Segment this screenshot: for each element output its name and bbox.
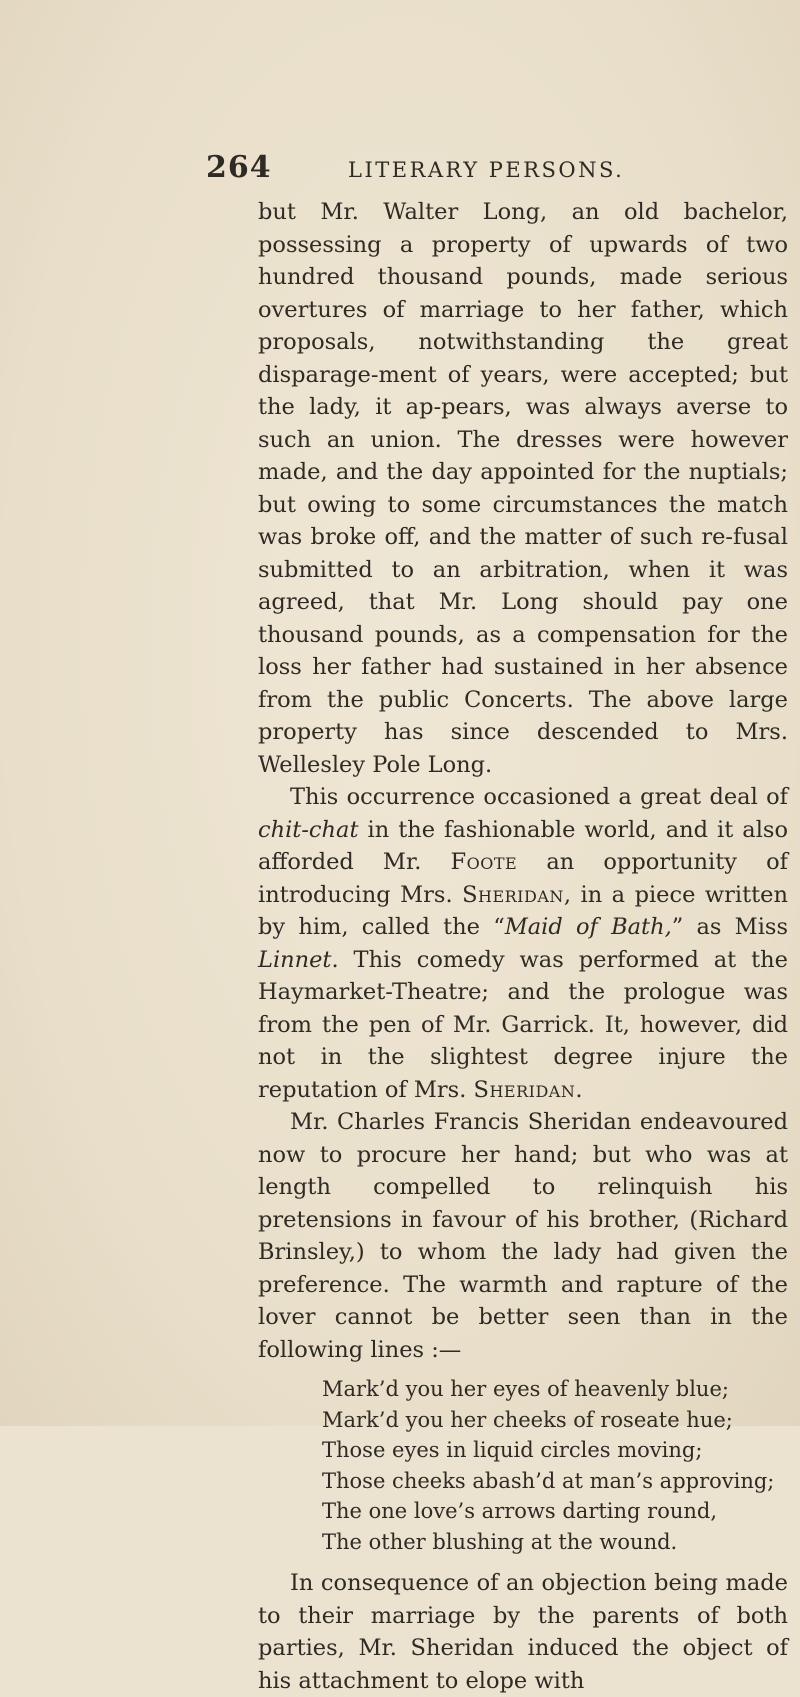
paragraph-2-italic: Linnet [258, 946, 332, 973]
paragraph-2-text: in the fashionable world, and it also afforded Mr. [258, 816, 788, 875]
paragraph-2-smallcaps: Sheridan [462, 881, 564, 908]
paragraph-2-text: . This comedy was performed at the Haymarket-Theatre; and the prologue was from the pen of Mr. Garrick. It, however, did not in the slightest degree injure the reputation of Mrs. [258, 946, 788, 1103]
paragraph-2 [258, 781, 788, 1106]
poem-line: The one love’s arrows darting round, [322, 1499, 718, 1523]
paragraph-2-text: . [575, 1076, 583, 1103]
paragraph-2-text: ” as Miss [671, 914, 788, 940]
paragraph-3: Mr. Charles Francis Sheridan endeavoured now to procure her hand; but who was at length compelled to relinquish his pretensions in favour of his brother, (Richard Brinsley,) to whom the lady had given the preference. The warmth and rapture of the lover cannot be better seen than in the following lines :— [258, 1109, 788, 1363]
page-number: 264 [206, 150, 272, 185]
page-header [206, 150, 766, 190]
paragraph-4: In consequence of an objection being made to their marriage by the parents of both parties, Mr. Sheridan induced the object of his attachment to elope with [258, 1570, 788, 1694]
running-head: LITERARY PERSONS. [348, 158, 625, 182]
poem [322, 1374, 788, 1557]
paragraph-2-smallcaps: Foote [450, 849, 518, 875]
paragraph-1: but Mr. Walter Long, an old bachelor, possessing a property of upwards of two hundred thousand pounds, made serious overtures of marriage to her father, which proposals, notwithstanding the great disparage-ment of years, were accepted; but the lady, it ap-pears, was always averse to such an union. The dresses were however made, and the day appointed for the nuptials; but owing to some circumstances the match was broke off, and the matter of such re-fusal submitted to an arbitration, when it was agreed, that Mr. Long should pay one thousand pounds, as a compensation for the loss her father had sustained in her absence from the public Concerts. The above large property has since descended to Mrs. Wellesley Pole Long. [258, 199, 788, 778]
poem-line: The other blushing at the wound. [322, 1529, 678, 1554]
poem-line: Mark’d you her eyes of heavenly blue; [322, 1377, 729, 1401]
body-text [258, 196, 788, 1697]
poem-line: Those cheeks abash’d at man’s approving; [322, 1468, 775, 1493]
poem-line: Those eyes in liquid circles moving; [322, 1438, 703, 1462]
paragraph-2-text: an opportunity of introducing Mrs. [258, 849, 788, 908]
paragraph-2-italic: Maid of Bath, [504, 914, 672, 940]
paragraph-2-text: This occurrence occasioned a great deal of [290, 784, 788, 810]
paragraph-2-italic: chit-chat [258, 816, 359, 843]
paragraph-2-text: , in a piece written by him, called the “ [258, 881, 788, 940]
paragraph-2-smallcaps: Sheridan [473, 1076, 576, 1103]
poem-line: Mark’d you her cheeks of roseate hue; [322, 1407, 733, 1432]
